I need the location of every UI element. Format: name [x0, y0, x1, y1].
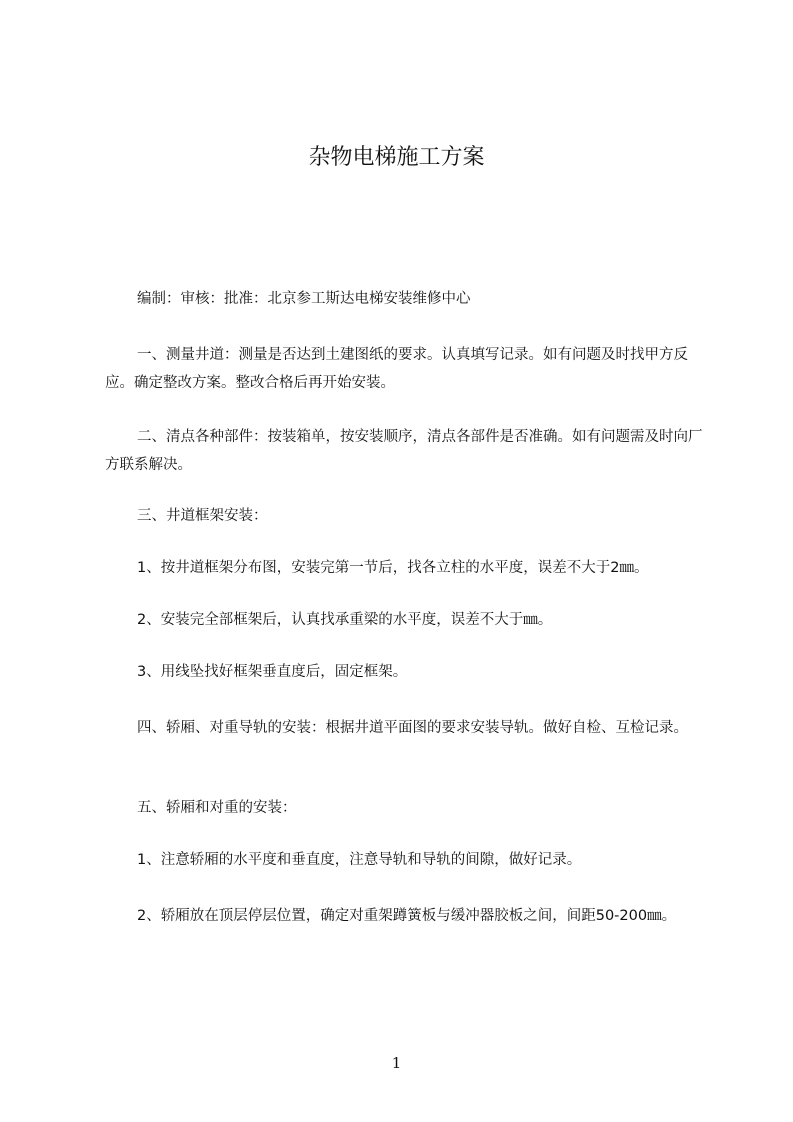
document-title: 杂物电梯施工方案 — [308, 145, 485, 170]
paragraph-section-3: 三、井道框架安装： — [137, 508, 268, 524]
paragraph-section-5: 五、轿厢和对重的安装： — [137, 800, 297, 816]
page-number: 1 — [391, 1054, 402, 1072]
paragraph-item-5-1: 1、注意轿厢的水平度和垂直度，注意导轨和导轨的间隙，做好记录。 — [137, 852, 582, 868]
paragraph-section-2: 二、清点各种部件：按装箱单，按安装顺序，清点各部件是否准确。如有问题需及时向厂方联系解决。 — [105, 429, 703, 473]
paragraph-item-3-3: 3、用线坠找好框架垂直度后，固定框架。 — [137, 664, 408, 680]
paragraph-item-3-1: 1、按井道框架分布图，安装完第一节后，找各立柱的水平度，误差不大于2㎜。 — [137, 560, 649, 576]
paragraph-authors: 编制：审核：批准：北京参工斯达电梯安装维修中心 — [137, 291, 471, 307]
paragraph-item-5-2: 2、轿厢放在顶层停层位置，确定对重架蹲簧板与缓冲器胶板之间，间距50-200㎜。 — [137, 908, 677, 924]
paragraph-section-4: 四、轿厢、对重导轨的安装：根据井道平面图的要求安装导轨。做好自检、互检记录。 — [137, 720, 688, 736]
paragraph-section-1: 一、测量井道：测量是否达到土建图纸的要求。认真填写记录。如有问题及时找甲方反应。确定整改方案。整改合格后再开始安装。 — [105, 347, 688, 391]
paragraph-item-3-2: 2、安装完全部框架后，认真找承重梁的水平度，误差不大于㎜。 — [137, 612, 553, 628]
